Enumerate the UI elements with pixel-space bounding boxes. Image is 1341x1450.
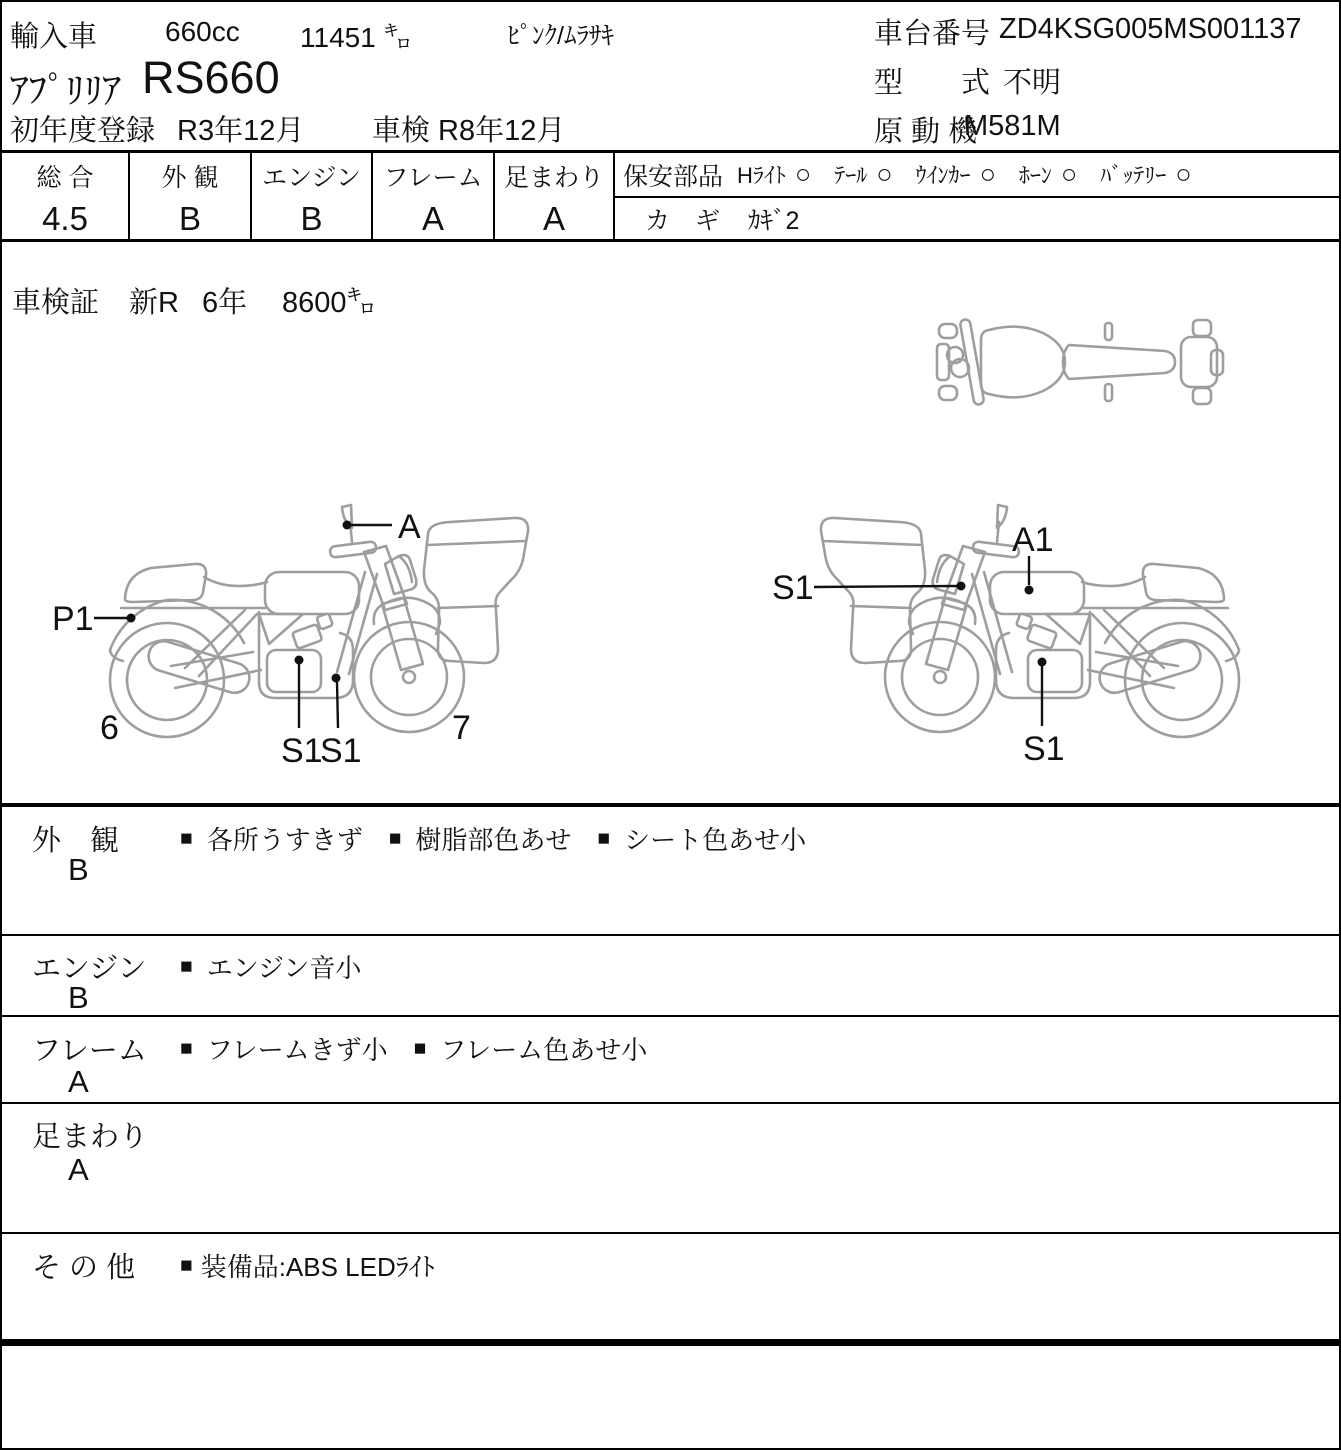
safety-item-winker [916,159,996,190]
engine-code-label: 原 動 機 [874,116,978,148]
body-color: ﾋﾟﾝｸ/ﾑﾗｻｷ [507,22,614,50]
safety-item-headlight [737,159,811,190]
annotation-right-tank: A1 [1012,521,1054,559]
rating-band [2,150,1339,242]
displacement: 660cc [165,16,240,47]
bullet-icon: ■ [413,1036,427,1060]
rating-frame [373,153,495,239]
marker-dot [957,582,966,591]
rating-undercarriage [495,153,615,239]
rating-undercarriage-value: A [542,200,565,237]
section-undercarriage-label: 足まわり [32,1121,149,1153]
inspection-cert-label: 車検証 [12,287,100,319]
rating-exterior-label: 外 観 [161,164,219,192]
first-registration-value: R3年12月 [177,115,305,147]
condition-note: 装備品:ABS LEDﾗｲﾄ [200,1252,435,1282]
section-exterior-label: 外 観 [32,825,120,857]
rating-exterior-value: B [178,200,201,237]
section-frame-items [180,1030,673,1067]
condition-note: 各所うすきず [206,825,363,855]
marker-dot [127,614,136,623]
annotation-left-rear-wheel: 6 [100,709,119,747]
safety-item-tail [834,159,892,190]
odometer: 11451 ㌔ [300,22,412,53]
bike-left-side-view [110,505,528,737]
rating-frame-label: フレーム [383,164,483,192]
key-value: ｶｷﾞ2 [748,206,800,235]
key-row [615,198,1339,239]
inspection-cert-reg: 新R [129,287,179,319]
bullet-icon: ■ [388,826,402,850]
condition-note: 樹脂部色あせ [415,825,572,855]
safety-item-headlight-label: Hﾗｲﾄ [737,163,786,188]
condition-note: フレームきず小 [206,1035,388,1065]
safety-parts-panel [615,153,1339,239]
rating-overall-label: 総 合 [36,164,94,192]
inspection-cert-years: 6年 [202,287,248,319]
inspection-cert-mileage: 8600㌔ [282,287,376,319]
safety-parts-row [615,153,1339,198]
model-name: RS660 [142,52,280,103]
model-code-value: 不明 [1003,67,1062,99]
safety-item-headlight-status: ○ [794,159,812,189]
engine-code-value: M581M [964,110,1061,142]
annotation-left-engine-a: S1 [281,732,323,770]
safety-item-battery-status: ○ [1175,159,1192,189]
bullet-icon: ■ [597,826,611,850]
safety-item-horn-status: ○ [1060,159,1078,189]
rating-overall-value: 4.5 [42,200,88,237]
bike-top-view [937,319,1223,405]
safety-item-horn [1019,159,1077,190]
safety-item-horn-label: ﾎｰﾝ [1018,163,1052,188]
annotation-right-fork: S1 [772,569,814,607]
marker-dot [1025,586,1034,595]
chassis-number-label: 車台番号 [874,18,991,50]
section-other-items [180,1247,461,1284]
motorcycle-diagram [2,242,1341,803]
annotation-left-engine-b: S1 [320,732,362,770]
annotation-right-engine: S1 [1023,730,1065,768]
rating-undercarriage-label: 足まわり [503,164,604,192]
maker-name: ｱﾌﾟﾘﾘｱ [10,70,121,111]
shaken-label: 車検 [372,115,431,147]
vehicle-type: 輸入車 [10,21,98,53]
condition-note: フレーム色あせ小 [440,1035,648,1065]
shaken-value: R8年12月 [438,115,566,147]
safety-item-tail-status: ○ [876,159,893,189]
marker-dot [295,656,304,665]
section-engine-grade: B [68,980,89,1015]
rating-frame-value: A [421,200,444,237]
section-frame-grade: A [68,1064,89,1099]
annotation-left-rear-fender: P1 [52,600,94,638]
annotation-left-mirror: A [398,508,421,546]
condition-note: エンジン音小 [206,953,362,983]
bullet-icon: ■ [180,826,193,850]
bottom-divider [2,1339,1339,1346]
marker-dot [332,674,341,683]
section-other-label: そ の 他 [32,1252,136,1284]
section-exterior-grade: B [68,852,89,887]
bullet-icon: ■ [180,1253,193,1277]
model-code-label: 型 式 [874,67,991,99]
section-engine-label: エンジン [32,953,147,985]
safety-parts-label: 保安部品 [623,162,724,191]
bullet-icon: ■ [180,1036,193,1060]
key-label: カ ギ [645,206,721,235]
condition-note: シート色あせ小 [624,825,807,855]
safety-item-battery [1100,159,1191,190]
first-registration-label: 初年度登録 [10,115,156,147]
section-undercarriage-grade: A [68,1152,89,1187]
marker-dot [1038,658,1047,667]
bullet-icon: ■ [180,954,193,978]
rating-engine-label: エンジン [262,164,361,192]
safety-item-winker-status: ○ [979,159,996,189]
rating-engine-value: B [300,200,323,237]
safety-item-winker-label: ｳｲﾝｶｰ [915,163,971,188]
section-frame-label: フレーム [32,1035,147,1067]
safety-item-battery-label: ﾊﾞｯﾃﾘｰ [1100,163,1167,188]
section-exterior-items [180,820,832,857]
chassis-number-value: ZD4KSG005MS001137 [999,13,1302,45]
rating-overall [2,153,130,239]
marker-dot [343,521,352,530]
annotation-left-front-wheel: 7 [452,709,471,747]
rating-engine [252,153,373,239]
rating-exterior [130,153,252,239]
section-undercarriage [2,1102,1339,1232]
section-engine-items [180,948,387,985]
safety-item-tail-label: ﾃｰﾙ [834,163,868,188]
